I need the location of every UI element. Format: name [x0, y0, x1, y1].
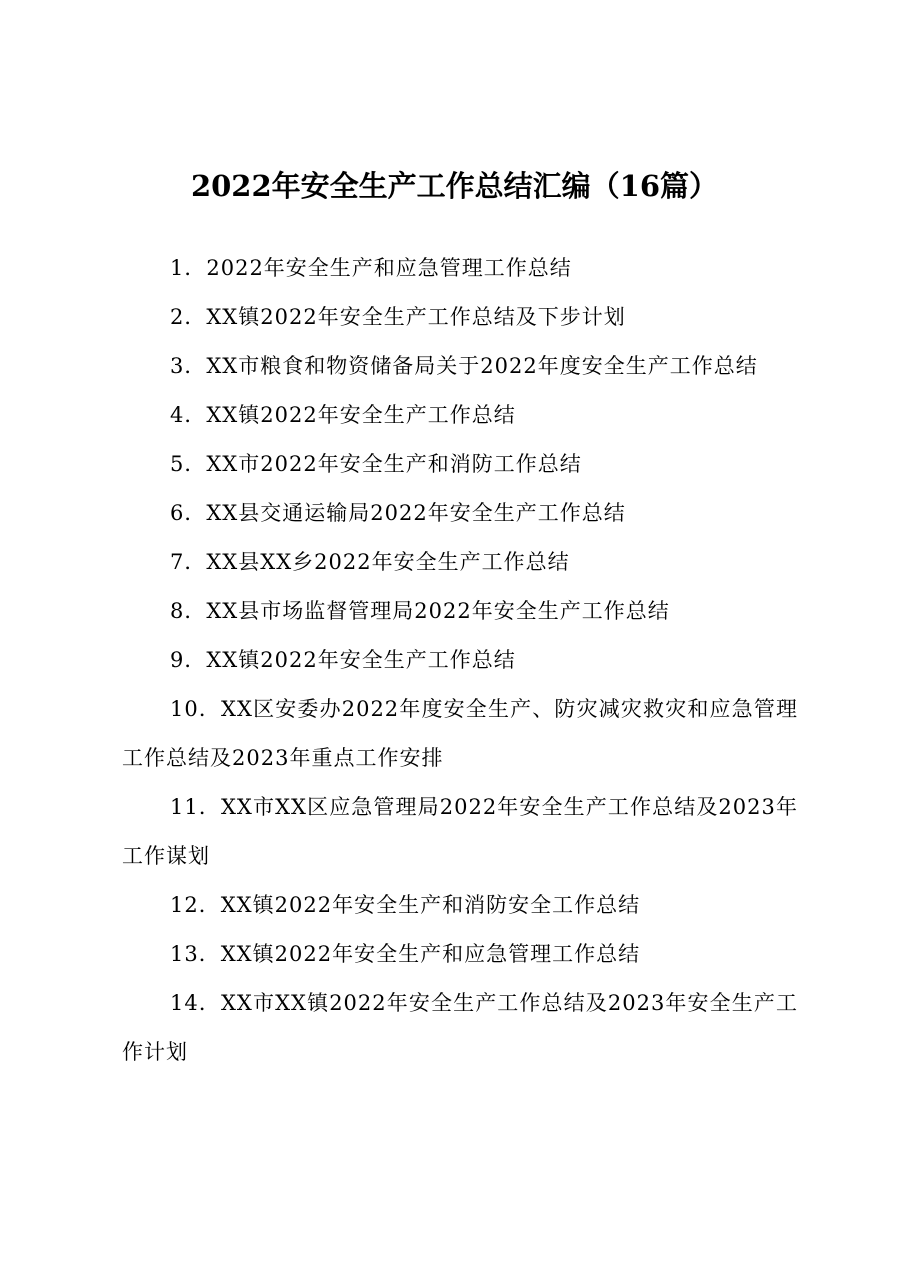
toc-item-9: 9．XX镇2022年安全生产工作总结: [170, 648, 516, 672]
toc-item-4: 4．XX镇2022年安全生产工作总结: [170, 403, 516, 427]
toc-item-3: 3．XX市粮食和物资储备局关于2022年度安全生产工作总结: [170, 354, 758, 378]
toc-item-8: 8．XX县市场监督管理局2022年安全生产工作总结: [170, 599, 670, 623]
toc-item-11: 11．XX市XX区应急管理局2022年安全生产工作总结及2023年工作谋划: [122, 795, 798, 868]
toc-item-10: 10．XX区安委办2022年度安全生产、防灾减灾救灾和应急管理工作总结及2023年重点工作安排: [122, 697, 798, 770]
toc-item-6: 6．XX县交通运输局2022年安全生产工作总结: [170, 501, 626, 525]
toc-item-7: 7．XX县XX乡2022年安全生产工作总结: [170, 550, 570, 574]
toc-item-2: 2．XX镇2022年安全生产工作总结及下步计划: [170, 305, 626, 329]
toc-item-5: 5．XX市2022年安全生产和消防工作总结: [170, 452, 582, 476]
toc-item-1: 1．2022年安全生产和应急管理工作总结: [170, 256, 572, 280]
toc-item-12: 12．XX镇2022年安全生产和消防安全工作总结: [170, 893, 641, 917]
document-title: 2022年安全生产工作总结汇编（16篇）: [190, 169, 719, 203]
table-of-contents: [122, 244, 798, 1077]
toc-item-14: 14．XX市XX镇2022年安全生产工作总结及2023年安全生产工作计划: [122, 991, 798, 1064]
toc-item-13: 13．XX镇2022年安全生产和应急管理工作总结: [170, 942, 641, 966]
